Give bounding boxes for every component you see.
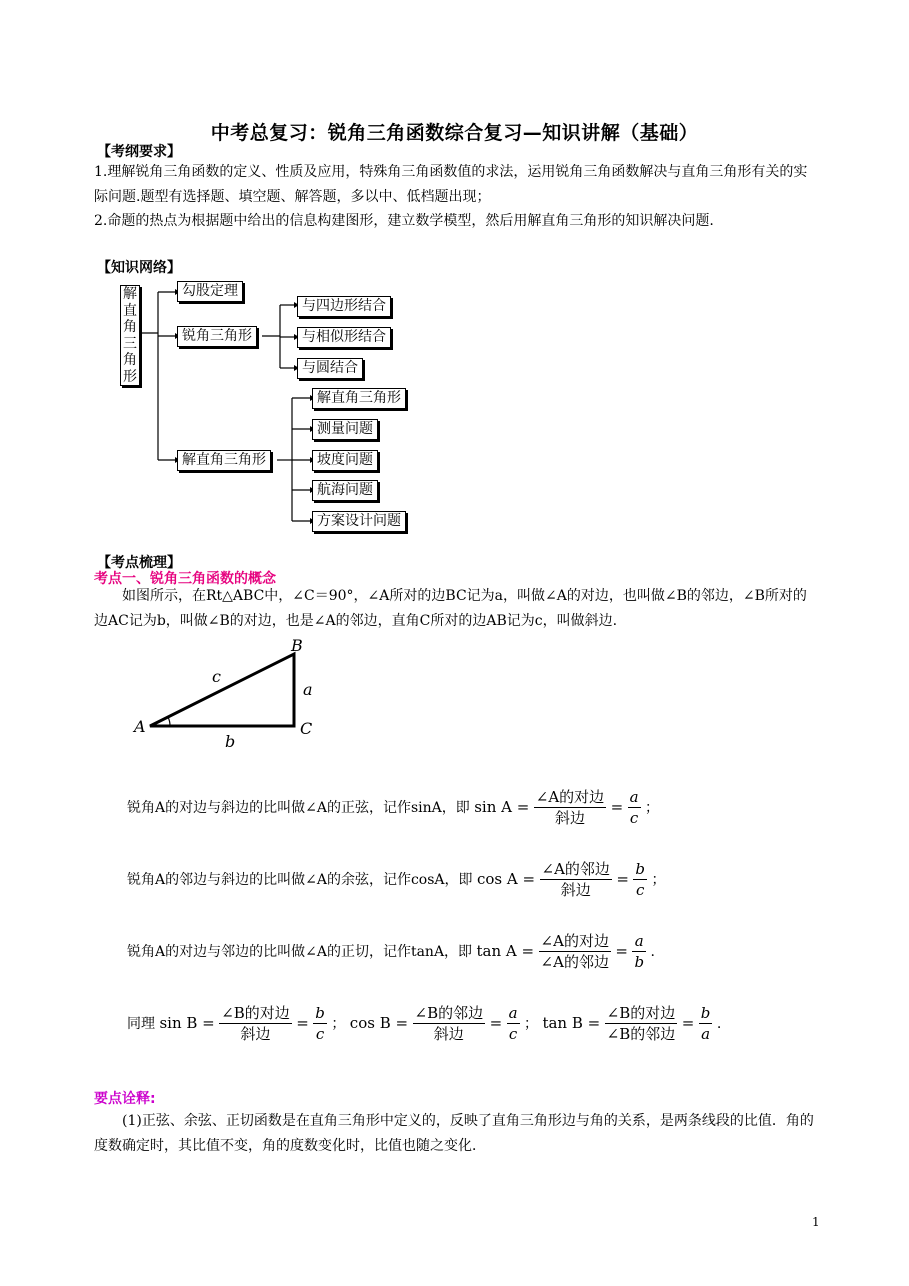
network-design-box: 方案设计问题: [312, 511, 406, 532]
network-solve-right-triangle-box: 解直角三角形: [177, 450, 271, 471]
sinB-fraction: $\frac{\text{∠B的对边}}{\text{斜边}}$: [221, 1004, 290, 1043]
cosB-lhs: cos B =: [349, 1014, 409, 1032]
network-acute-triangle-box: 锐角三角形: [177, 326, 257, 347]
page-title: 中考总复习：锐角三角函数综合复习—知识讲解（基础）: [210, 122, 699, 144]
tan-formula-fraction: $\frac{\text{∠A的对边}}{\text{∠A的邻边}}$: [540, 932, 609, 971]
tan-definition-text: 锐角A的对边与邻边的比叫做∠A的正切，记作tanA，即: [127, 944, 473, 960]
syllabus-item-2: 2.命题的热点为根据题中给出的信息构建图形，建立数学模型，然后用解直角三角形的知识解决问题.: [94, 213, 714, 229]
sin-formula-ratio: $\frac{a}{c}$: [629, 788, 639, 827]
tanB-ratio: $\frac{b}{a}$: [700, 1004, 711, 1043]
cos-formula-eq: =: [616, 870, 629, 888]
network-navigation-box: 航海问题: [312, 480, 378, 501]
sin-definition-text: 锐角A的对边与斜边的比叫做∠A的正弦，记作sinA，即: [127, 800, 470, 816]
tan-formula-ratio: $\frac{a}{b}$: [634, 932, 645, 971]
sin-formula-lhs: sin A =: [474, 798, 530, 816]
note-1: (1)正弦、余弦、正切函数是在直角三角形中定义的，反映了直角三角形边与角的关系，是两条线段的比值．角的度数确定时，其比值不变，角的度数变化时，比值也随之变化．: [94, 1113, 814, 1154]
vertex-A-label: A: [134, 717, 146, 736]
network-quadrilateral-box: 与四边形结合: [297, 296, 391, 317]
network-circle-box: 与圆结合: [297, 358, 363, 379]
similar-prefix: 同理: [127, 1016, 155, 1032]
network-heading: 【知识网络】: [97, 260, 181, 276]
cos-formula-fraction: $\frac{\text{∠A的邻边}}{\text{斜边}}$: [541, 860, 610, 899]
network-solve-triangle-child-box: 解直角三角形: [312, 388, 406, 409]
vertex-B-label: B: [291, 636, 303, 655]
sin-definition-row: 锐角A的对边与斜边的比叫做∠A的正弦，记作sinA，即 sin A = $\frac{\text{∠A的对边}}{\text{斜边}}$ = $\frac{a}{c}$ ；: [127, 788, 660, 827]
side-c-label: c: [212, 667, 221, 686]
tanB-fraction: $\frac{\text{∠B的对边}}{\text{∠B的邻边}}$: [606, 1004, 676, 1043]
cos-definition-row: 锐角A的邻边与斜边的比叫做∠A的余弦，记作cosA，即 cos A = $\frac{\text{∠A的邻边}}{\text{斜边}}$ = $\frac{b}{c}$ ；: [127, 860, 666, 899]
angle-b-formulas-row: 同理 sin B = $\frac{\text{∠B的对边}}{\text{斜边}}$ = $\frac{b}{c}$ ； cos B = $\frac{\text{∠B的邻边}}{\text{斜边}}$ = $\frac{a}{c}$ ； tan B = $\frac{\text{∠B的对边}}{\text{∠B的邻边}}$ = $\frac{b}{a}$ .: [127, 1004, 722, 1043]
cos-formula-ratio: $\frac{b}{c}$: [635, 860, 645, 899]
syllabus-item-1: 1.理解锐角三角函数的定义、性质及应用，特殊角三角函数值的求法，运用锐角三角函数解决与直角三角形有关的实际问题.题型有选择题、填空题、解答题，多以中、低档题出现；: [94, 164, 808, 205]
tanB-lhs: tan B =: [542, 1014, 601, 1032]
points-heading: 【考点梳理】: [97, 555, 181, 571]
network-connectors: [0, 0, 909, 560]
network-measurement-box: 测量问题: [312, 419, 378, 440]
cos-formula-lhs: cos A =: [476, 870, 536, 888]
sinB-lhs: sin B =: [159, 1014, 215, 1032]
network-similar-box: 与相似形结合: [297, 327, 391, 348]
page-number: 1: [812, 1215, 820, 1229]
cosB-fraction: $\frac{\text{∠B的邻边}}{\text{斜边}}$: [414, 1004, 484, 1043]
tan-formula-eq: =: [615, 942, 628, 960]
vertex-C-label: C: [300, 719, 313, 738]
network-slope-box: 坡度问题: [312, 450, 378, 471]
network-pythagoras-box: 勾股定理: [177, 281, 243, 302]
cosB-ratio: $\frac{a}{c}$: [508, 1004, 518, 1043]
cos-definition-text: 锐角A的邻边与斜边的比叫做∠A的余弦，记作cosA，即: [127, 872, 473, 888]
tan-definition-row: 锐角A的对边与邻边的比叫做∠A的正切，记作tanA，即 tan A = $\frac{\text{∠A的对边}}{\text{∠A的邻边}}$ = $\frac{a}{b}$ .: [127, 932, 655, 971]
network-root-box: 解直角三角形: [120, 285, 140, 386]
sin-formula-fraction: $\frac{\text{∠A的对边}}{\text{斜边}}$: [535, 788, 605, 827]
side-b-label: b: [225, 732, 236, 751]
syllabus-heading: 【考纲要求】: [97, 144, 181, 160]
sin-formula-eq: =: [610, 798, 624, 816]
point1-intro: 如图所示，在Rt△ABC中，∠C＝90°，∠A所对的边BC记为a，叫做∠A的对边，也叫做∠B的邻边，∠B所对的边AC记为b，叫做∠B的对边，也是∠A的邻边，直角C所对的边AB记为c，叫做斜边.: [94, 588, 807, 629]
sinB-ratio: $\frac{b}{c}$: [315, 1004, 325, 1043]
tan-formula-lhs: tan A =: [476, 942, 535, 960]
right-triangle-figure: [128, 632, 328, 752]
notes-heading: 要点诠释:: [94, 1091, 156, 1107]
side-a-label: a: [303, 680, 313, 699]
point1-heading: 考点一、锐角三角函数的概念: [94, 571, 276, 587]
